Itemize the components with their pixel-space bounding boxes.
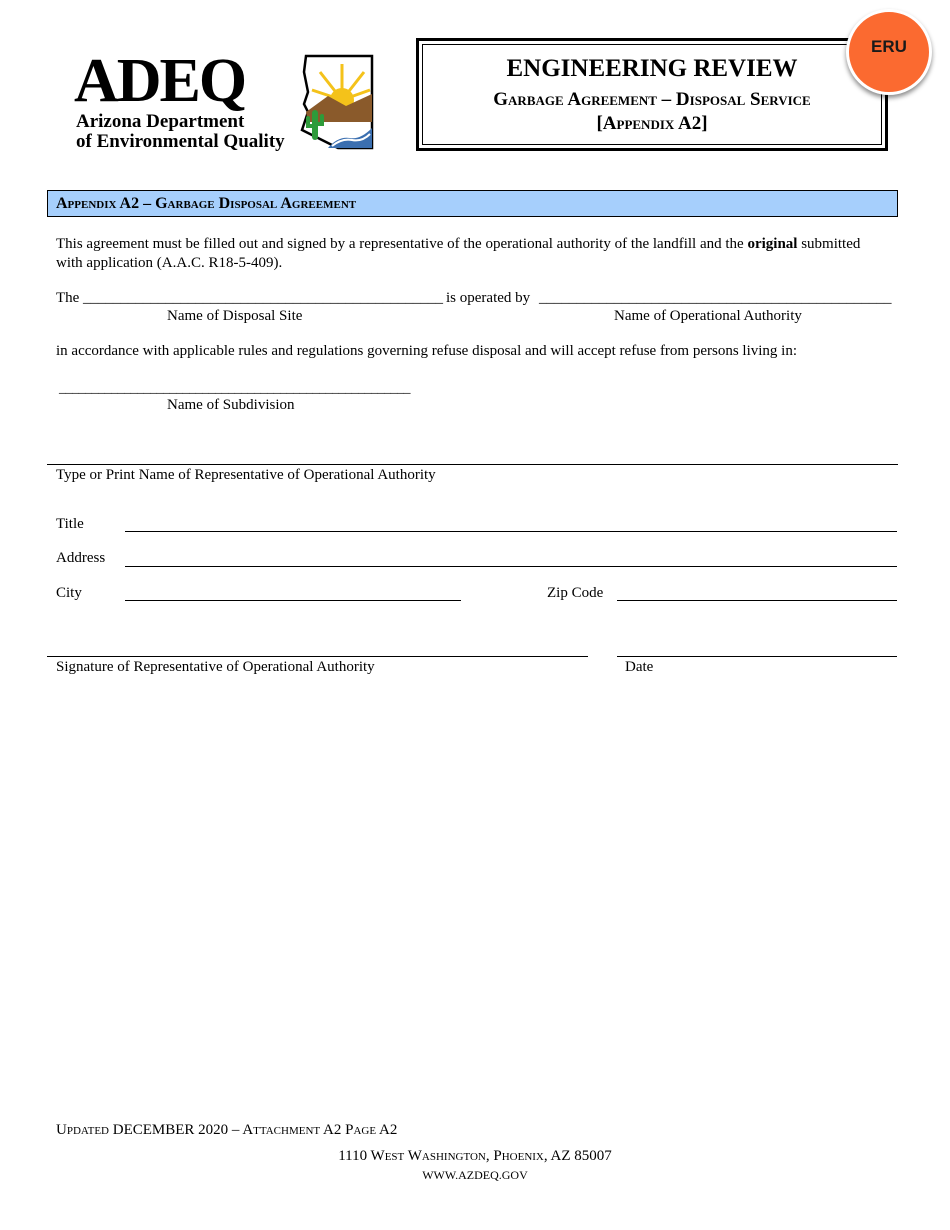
date-label: Date — [625, 659, 654, 675]
disposal-site-caption: Name of Disposal Site — [167, 308, 303, 324]
disposal-site-blank[interactable]: ________________________________________________ — [83, 290, 443, 306]
accordance-text: in accordance with applicable rules and regulations governing refuse disposal and will accept refuse from persons living in: — [56, 343, 798, 359]
section-title-bar: Appendix A2 – Garbage Disposal Agreement — [47, 190, 898, 217]
footer-website[interactable]: WWW.AZDEQ.GOV — [422, 1168, 528, 1182]
operational-authority-caption: Name of Operational Authority — [614, 308, 802, 324]
title-field-line[interactable] — [125, 531, 897, 532]
subdivision-caption: Name of Subdivision — [167, 397, 295, 413]
zip-label: Zip Code — [547, 585, 604, 601]
date-field-line[interactable] — [617, 656, 897, 657]
intro-line-2: with application (A.A.C. R18-5-409). — [56, 255, 283, 271]
arizona-state-icon — [298, 52, 378, 152]
signature-field-line[interactable] — [47, 656, 588, 657]
logo-line-1: Arizona Department — [76, 111, 245, 132]
subdivision-blank[interactable]: ______________________________________________________ — [59, 381, 410, 396]
intro-line-1: This agreement must be filled out and signed by a representative of the operational authority of the landfill and the original submitted — [56, 236, 861, 252]
footer-updated: Updated DECEMBER 2020 – Attachment A2 Page A2 — [56, 1122, 398, 1138]
city-label: City — [56, 585, 82, 601]
header-title: ENGINEERING REVIEW — [506, 55, 798, 82]
rep-name-label: Type or Print Name of Representative of Operational Authority — [56, 467, 436, 483]
city-field-line[interactable] — [125, 600, 461, 601]
adeq-logo — [74, 47, 379, 154]
eru-badge — [846, 9, 932, 95]
address-label: Address — [56, 550, 106, 566]
operated-by-text: is operated by — [446, 290, 531, 306]
logo-line-2: of Environmental Quality — [76, 131, 285, 152]
address-field-line[interactable] — [125, 566, 897, 567]
footer-address: 1110 West Washington, Phoenix, AZ 85007 — [338, 1148, 612, 1164]
operated-prefix: The — [56, 290, 80, 306]
rep-name-field-line[interactable] — [47, 464, 898, 465]
signature-label: Signature of Representative of Operational Authority — [56, 659, 375, 675]
document-header — [416, 38, 888, 151]
title-label: Title — [56, 516, 84, 532]
header-appendix: [Appendix A2] — [596, 113, 708, 134]
logo-wordmark: ADEQ — [74, 47, 246, 115]
operational-authority-blank[interactable]: _______________________________________________ — [539, 290, 892, 306]
zip-field-line[interactable] — [617, 600, 897, 601]
header-subtitle: Garbage Agreement – Disposal Service — [493, 89, 811, 110]
intro-bold-original: original — [747, 236, 798, 252]
eru-badge-label: ERU — [871, 37, 907, 56]
